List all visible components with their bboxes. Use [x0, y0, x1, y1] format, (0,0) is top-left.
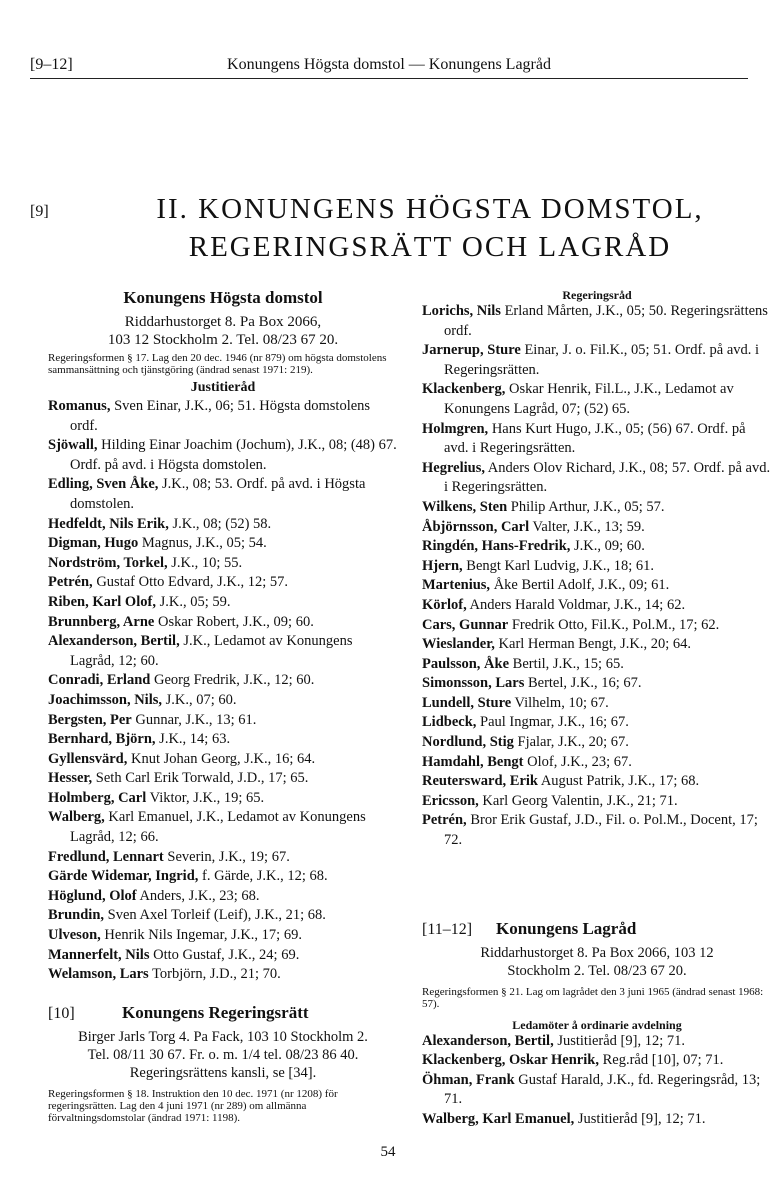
member-name: Fredlund, Lennart — [48, 848, 164, 865]
list-item — [48, 554, 398, 574]
running-head-title: Konungens Högsta domstol — Konungens Lagråd — [227, 56, 551, 73]
member-details: Erland Mårten, J.K., 05; 50. Regeringsrättens ordf. — [444, 303, 768, 339]
member-details: Severin, J.K., 19; 67. — [163, 848, 290, 865]
list-item — [422, 616, 772, 636]
member-details: Sven Axel Torleif (Leif), J.K., 21; 68. — [104, 907, 326, 924]
member-name: Åbjörnsson, Carl — [422, 518, 530, 535]
member-name: Ringdén, Hans-Fredrik, — [422, 538, 571, 555]
list-item — [48, 808, 398, 847]
justitierad-subhead: Justitieråd — [190, 380, 256, 395]
page-number: 54 — [380, 1144, 396, 1160]
list-item — [48, 593, 398, 613]
member-details: Henrik Nils Ingemar, J.K., 17; 69. — [100, 927, 302, 944]
member-details: Viktor, J.K., 19; 65. — [146, 789, 265, 806]
list-item — [422, 713, 772, 733]
member-details: Fjalar, J.K., 20; 67. — [513, 734, 629, 751]
list-item — [48, 867, 398, 887]
list-item — [48, 397, 398, 436]
list-item — [48, 613, 398, 633]
list-item — [48, 965, 398, 985]
list-item — [422, 1110, 772, 1130]
member-name: Digman, Hugo — [48, 535, 139, 552]
member-details: J.K., Ledamot av Konungens Lagråd, 12; 60. — [70, 633, 353, 669]
member-name: Bergsten, Per — [48, 711, 132, 728]
list-item — [48, 769, 398, 789]
list-item — [422, 733, 772, 753]
address-line: Riddarhustorget 8. Pa Box 2066, 103 12 — [480, 944, 714, 961]
list-item — [422, 498, 772, 518]
address-line: Regeringsrättens kansli, se [34]. — [129, 1064, 317, 1081]
member-details: Seth Carl Erik Torwald, J.D., 17; 65. — [92, 770, 309, 787]
member-details: Anders, J.K., 23; 68. — [136, 887, 260, 904]
member-name: Conradi, Erland — [48, 672, 151, 689]
right-column — [422, 288, 772, 1130]
member-details: Karl Georg Valentin, J.K., 21; 71. — [478, 792, 678, 809]
list-item — [422, 1032, 772, 1052]
member-details: J.K., 09; 60. — [570, 538, 645, 555]
list-item — [48, 730, 398, 750]
member-name: Gyllensvärd, — [48, 750, 128, 767]
member-name: Hesser, — [48, 770, 93, 787]
member-name: Paulsson, Åke — [422, 655, 510, 672]
list-item — [48, 671, 398, 691]
regeringsratt-title: Konungens Regeringsrätt — [122, 1002, 309, 1022]
hogsta-domstol-note: Regeringsformen § 17. Lag den 20 dec. 1946 (nr 879) om högsta domstolens sammansättning och tjänstgöring (ändrad senast 1971: 219). — [48, 352, 387, 376]
member-details: Anders Harald Voldmar, J.K., 14; 62. — [466, 596, 686, 613]
member-details: Einar, J. o. Fil.K., 05; 51. Ordf. på avd. i Regeringsrätten. — [444, 342, 760, 378]
member-name: Hamdahl, Bengt — [422, 753, 524, 770]
member-details: August Patrik, J.K., 17; 68. — [538, 773, 700, 790]
list-item — [48, 887, 398, 907]
member-name: Brunnberg, Arne — [48, 613, 155, 630]
member-name: Alexanderson, Bertil, — [422, 1032, 554, 1049]
member-name: Holmgren, — [422, 420, 489, 437]
member-details: Gustaf Otto Edvard, J.K., 12; 57. — [92, 574, 289, 591]
list-item — [422, 518, 772, 538]
member-details: Magnus, J.K., 05; 54. — [138, 535, 267, 552]
member-details: Reg.råd [10], 07; 71. — [598, 1052, 724, 1069]
member-details: Valter, J.K., 13; 59. — [529, 518, 645, 535]
member-name: Holmberg, Carl — [48, 789, 147, 806]
member-name: Wieslander, — [422, 636, 495, 653]
member-name: Petrén, — [48, 574, 93, 591]
chapter-title-line1: II. KONUNGENS HÖGSTA DOMSTOL, — [156, 193, 704, 225]
list-item — [422, 380, 772, 419]
chapter-number: [9] — [30, 203, 49, 220]
list-item — [422, 557, 772, 577]
member-name: Mannerfelt, Nils — [48, 946, 150, 963]
lagrad-title: Konungens Lagråd — [496, 918, 637, 938]
justitierad-list — [48, 397, 398, 985]
member-name: Reutersward, Erik — [422, 773, 538, 790]
lagrad-number: [11–12] — [422, 920, 473, 938]
list-item — [422, 674, 772, 694]
member-name: Wilkens, Sten — [422, 498, 508, 515]
member-details: Philip Arthur, J.K., 05; 57. — [507, 498, 665, 515]
member-name: Klackenberg, Oskar Henrik, — [422, 1052, 599, 1069]
member-details: Hilding Einar Joachim (Jochum), J.K., 08; (48) 67. Ordf. på avd. i Högsta domstolen. — [70, 437, 397, 473]
list-item — [422, 811, 772, 850]
list-item — [422, 655, 772, 675]
member-details: Bror Erik Gustaf, J.D., Fil. o. Pol.M., Docent, 17; 72. — [444, 812, 758, 849]
running-head — [30, 52, 748, 79]
member-name: Cars, Gunnar — [422, 616, 509, 633]
member-details: Hans Kurt Hugo, J.K., 05; (56) 67. Ordf. på avd. i Regeringsrätten. — [444, 420, 746, 457]
member-details: Oskar Robert, J.K., 09; 60. — [154, 613, 314, 630]
member-name: Höglund, Olof — [48, 887, 137, 904]
member-details: Olof, J.K., 23; 67. — [523, 753, 632, 770]
member-details: Sven Einar, J.K., 06; 51. Högsta domstolens ordf. — [70, 398, 371, 434]
member-name: Martenius, — [422, 577, 491, 594]
list-item — [422, 1051, 772, 1071]
address-line: Birger Jarls Torg 4. Pa Fack, 103 10 Stockholm 2. — [78, 1028, 368, 1045]
member-details: Gunnar, J.K., 13; 61. — [131, 711, 257, 728]
member-details: Knut Johan Georg, J.K., 16; 64. — [127, 750, 316, 767]
member-name: Alexanderson, Bertil, — [48, 633, 180, 650]
regeringsratt-number: [10] — [48, 1004, 75, 1022]
member-details: Justitieråd [9], 12; 71. — [574, 1111, 706, 1127]
member-name: Öhman, Frank — [422, 1071, 515, 1088]
member-name: Ericsson, — [422, 792, 479, 809]
member-details: Anders Olov Richard, J.K., 08; 57. Ordf. på avd. i Regeringsrätten. — [444, 459, 771, 496]
lagrad-header — [422, 919, 772, 939]
member-name: Hedfeldt, Nils Erik, — [48, 515, 169, 532]
left-column — [48, 288, 398, 1124]
lagrad-list — [422, 1032, 772, 1130]
member-details: Åke Bertil Adolf, J.K., 09; 61. — [490, 577, 670, 594]
member-name: Nordlund, Stig — [422, 734, 514, 751]
regeringsrad-list — [422, 302, 772, 851]
member-details: Justitieråd [9], 12; 71. — [553, 1032, 685, 1049]
list-item — [422, 341, 772, 380]
list-item — [48, 534, 398, 554]
member-name: Sjöwall, — [48, 437, 98, 454]
list-item — [48, 711, 398, 731]
list-item — [48, 573, 398, 593]
regeringsratt-header — [48, 1003, 398, 1023]
regeringsratt-note: Regeringsformen § 18. Instruktion den 10 dec. 1971 (nr 1208) för regeringsrätten. Lag den 4 juni 1971 (nr 289) om allmänna förvaltningsdomstolar (ändrad 1971: 1198). — [48, 1087, 338, 1124]
list-item — [422, 772, 772, 792]
member-name: Brundin, — [48, 907, 105, 924]
member-name: Nordström, Torkel, — [48, 554, 168, 571]
lagrad-subhead: Ledamöter å ordinarie avdelning — [512, 1017, 682, 1032]
address-line: Tel. 08/11 30 67. Fr. o. m. 1/4 tel. 08/23 86 40. — [87, 1046, 359, 1063]
member-name: Lidbeck, — [422, 714, 477, 731]
member-details: Karl Emanuel, J.K., Ledamot av Konungens Lagråd, 12; 66. — [70, 809, 366, 846]
member-details: Bertil, J.K., 15; 65. — [509, 655, 624, 672]
member-details: Karl Herman Bengt, J.K., 20; 64. — [494, 636, 692, 653]
list-item — [48, 848, 398, 868]
hogsta-domstol-address — [48, 313, 398, 349]
address-line: 103 12 Stockholm 2. Tel. 08/23 67 20. — [107, 332, 339, 348]
member-name: Hegrelius, — [422, 459, 485, 476]
list-item — [422, 596, 772, 616]
list-item — [48, 789, 398, 809]
member-name: Lundell, Sture — [422, 694, 512, 711]
member-name: Joachimsson, Nils, — [48, 691, 163, 708]
list-item — [422, 792, 772, 812]
member-name: Petrén, — [422, 812, 467, 829]
member-name: Bernhard, Björn, — [48, 731, 156, 748]
member-name: Romanus, — [48, 398, 111, 414]
member-details: J.K., 07; 60. — [162, 691, 237, 708]
member-name: Gärde Widemar, Ingrid, — [48, 868, 199, 885]
member-name: Edling, Sven Åke, — [48, 476, 159, 493]
list-item — [422, 537, 772, 557]
running-head-range: [9–12] — [30, 56, 73, 73]
member-name: Riben, Karl Olof, — [48, 593, 156, 610]
member-name: Hjern, — [422, 557, 463, 574]
member-details: J.K., 08; 53. Ordf. på avd. i Högsta domstolen. — [70, 476, 366, 512]
member-name: Walberg, Karl Emanuel, — [422, 1111, 575, 1127]
list-item — [48, 691, 398, 711]
member-details: Bertel, J.K., 16; 67. — [524, 675, 642, 692]
list-item — [422, 420, 772, 459]
member-details: Georg Fredrik, J.K., 12; 60. — [150, 672, 315, 689]
member-details: Bengt Karl Ludvig, J.K., 18; 61. — [462, 557, 654, 574]
list-item — [48, 632, 398, 671]
member-name: Körlof, — [422, 596, 467, 613]
list-item — [48, 946, 398, 966]
member-details: Fredrik Otto, Fil.K., Pol.M., 17; 62. — [508, 616, 720, 633]
list-item — [422, 753, 772, 773]
member-details: Torbjörn, J.D., 21; 70. — [148, 966, 281, 983]
list-item — [422, 576, 772, 596]
list-item — [422, 1071, 772, 1110]
member-details: J.K., 05; 59. — [155, 593, 231, 610]
chapter-title — [120, 190, 740, 266]
list-item — [422, 302, 772, 341]
member-name: Welamson, Lars — [48, 966, 149, 983]
address-line: Riddarhustorget 8. Pa Box 2066, — [124, 314, 322, 330]
list-item — [422, 459, 772, 498]
list-item — [48, 515, 398, 535]
member-name: Walberg, — [48, 809, 105, 826]
regeringsrad-subhead: Regeringsråd — [562, 288, 632, 302]
member-name: Klackenberg, — [422, 381, 506, 398]
member-details: Vilhelm, 10; 67. — [511, 694, 609, 711]
member-details: Otto Gustaf, J.K., 24; 69. — [149, 946, 300, 963]
list-item — [48, 926, 398, 946]
hogsta-domstol-title: Konungens Högsta domstol — [123, 288, 323, 307]
member-details: J.K., 10; 55. — [167, 554, 243, 571]
member-details: Gustaf Harald, J.K., fd. Regeringsråd, 13; 71. — [444, 1071, 761, 1108]
list-item — [48, 436, 398, 475]
list-item — [48, 475, 398, 514]
lagrad-note: Regeringsformen § 21. Lag om lagrådet den 3 juni 1965 (ändrad senast 1968: 57). — [422, 985, 764, 1010]
list-item — [48, 906, 398, 926]
chapter-title-line2: REGERINGSRÄTT OCH LAGRÅD — [188, 231, 672, 263]
list-item — [422, 694, 772, 714]
regeringsratt-address — [48, 1028, 398, 1082]
member-details: Oskar Henrik, Fil.L., J.K., Ledamot av Konungens Lagråd, 07; (52) 65. — [444, 381, 734, 417]
member-name: Lorichs, Nils — [422, 303, 501, 319]
list-item — [422, 635, 772, 655]
member-details: Paul Ingmar, J.K., 16; 67. — [476, 714, 629, 731]
address-line: Stockholm 2. Tel. 08/23 67 20. — [507, 962, 687, 979]
lagrad-address — [422, 944, 772, 980]
list-item — [48, 750, 398, 770]
member-details: J.K., 08; (52) 58. — [168, 515, 272, 532]
member-name: Ulveson, — [48, 927, 101, 944]
member-details: J.K., 14; 63. — [155, 731, 231, 748]
member-name: Simonsson, Lars — [422, 675, 525, 692]
member-name: Jarnerup, Sture — [422, 342, 521, 359]
member-details: f. Gärde, J.K., 12; 68. — [198, 868, 328, 885]
